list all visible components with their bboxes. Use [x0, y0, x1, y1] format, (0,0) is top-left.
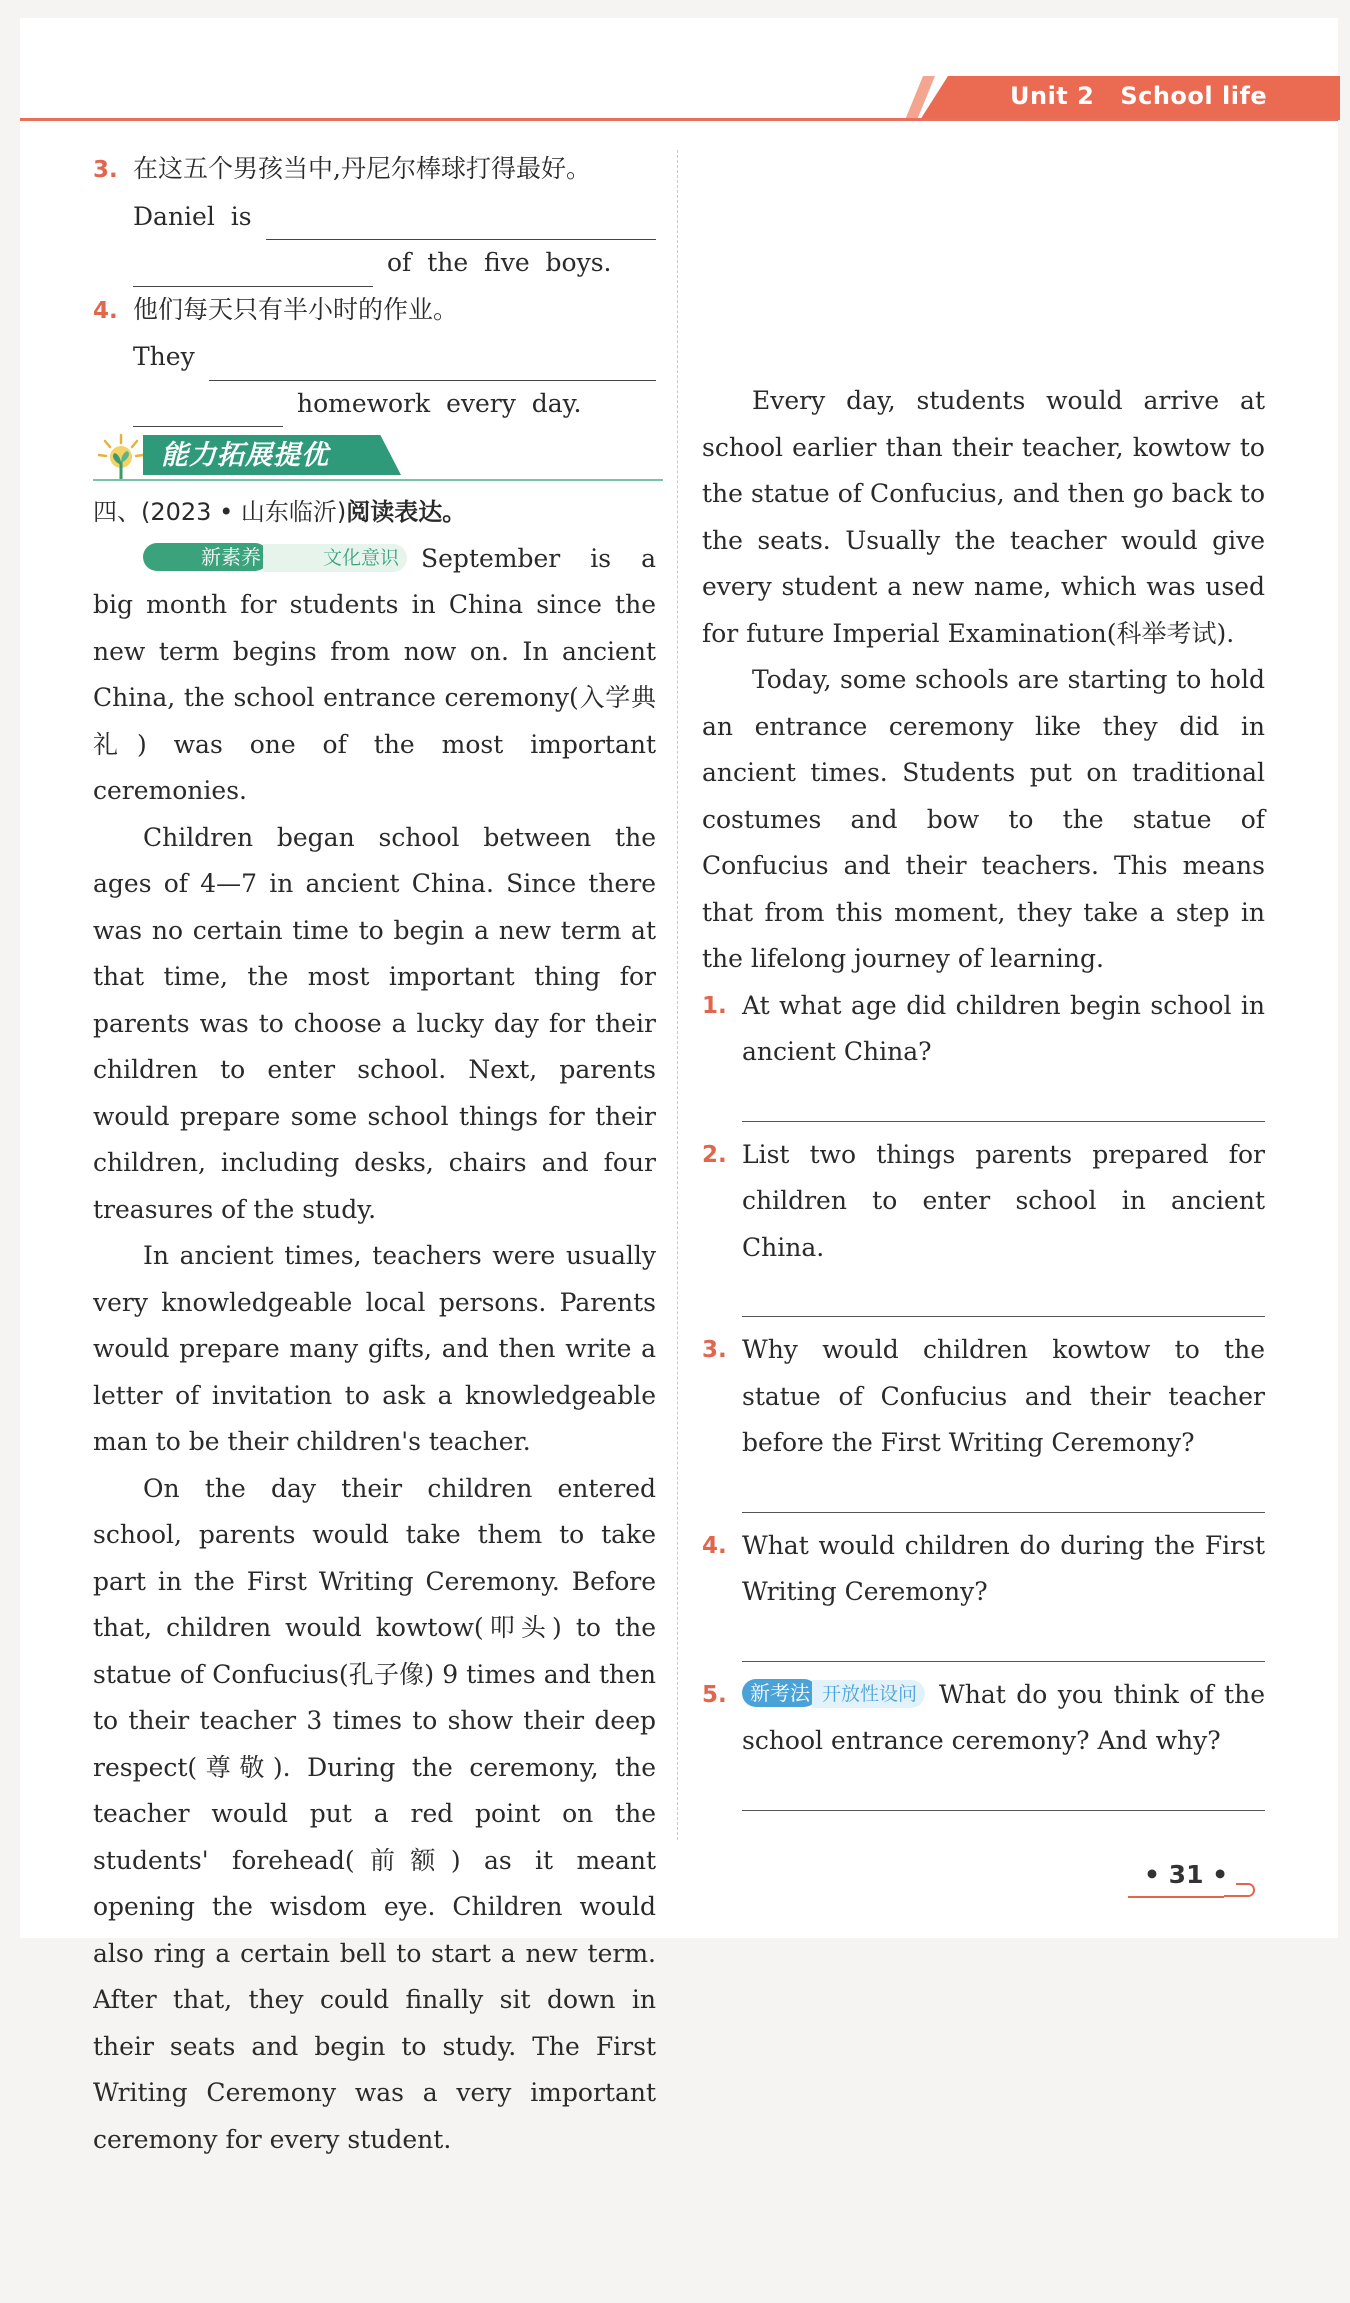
question-text: At what age did children begin school in ancient China?	[742, 990, 1265, 1066]
chinese-sentence: 在这五个男孩当中,丹尼尔棒球打得最好。	[133, 154, 591, 183]
left-column	[93, 146, 656, 2303]
question-4	[702, 1523, 1265, 1616]
badge-new-test-method: 新考法	[742, 1679, 818, 1707]
answer-line[interactable]	[742, 1809, 1265, 1811]
passage-paragraph-3: In ancient times, teachers were usually very knowledgeable local persons. Parents would prepare many gifts, and then write a letter of invitation to ask a knowledgeable man to be their children's teacher.	[93, 1241, 656, 1456]
question-text: Why would children kowtow to the statue of Confucius and their teacher before the First Writing Ceremony?	[742, 1335, 1265, 1457]
question-text: List two things parents prepared for children to enter school in ancient China.	[742, 1139, 1265, 1262]
passage-paragraph-5: Every day, students would arrive at school earlier than their teacher, kowtow to the statue of Confucius, and then go back to the seats. Usually the teacher would give every student a new name, which was used for future Imperial Examination(科举考试).	[702, 386, 1265, 648]
unit-title: School life	[1120, 82, 1268, 110]
passage-paragraph-6: Today, some schools are starting to hold an entrance ceremony like they did in ancient times. Students put on traditional costumes and bow to the statue of Confucius and their teachers. This means that from this moment, they take a step in the lifelong journey of learning.	[702, 665, 1265, 973]
prefix-text: Daniel is	[133, 201, 252, 231]
answer-blank[interactable]	[266, 207, 656, 240]
suffix-text: homework every day.	[297, 388, 582, 418]
page-number: • 31 •	[1144, 1860, 1229, 1889]
section-task: 阅读表达。	[346, 498, 467, 526]
passage-paragraph-4-continued	[702, 146, 1265, 378]
question-number: 4.	[702, 1532, 727, 1559]
section-title	[93, 489, 656, 536]
answer-blank[interactable]	[209, 348, 656, 381]
question-text: What would children do during the First Writing Ceremony?	[742, 1530, 1265, 1606]
right-column	[702, 146, 1265, 1811]
passage-paragraph-4: On the day their children entered school, parents would take them to take part in the First Writing Ceremony. Before that, children would kowtow(叩头) to the statue of Confucius(孔子像) 9 times and then to their teacher 3 times to show their deep respect(尊敬). During the ceremony, the teacher would put a red point on the students' forehead(前额) as it meant opening the wisdom eye. Children would also ring a certain bell to start a new term. After that, they could finally sit down in their seats and begin to study. The First Writing Ceremony was a very important ceremony for every student.	[93, 1473, 656, 2154]
question-body	[742, 1672, 1265, 1765]
banner-title: 能力拓展提优	[161, 440, 329, 471]
page-arrow-icon	[1222, 1874, 1258, 1898]
header-title	[1010, 82, 1293, 110]
column-divider	[677, 150, 678, 1840]
question-number: 1.	[702, 992, 727, 1019]
passage-paragraph-2: Children began school between the ages of 4—7 in ancient China. Since there was no certain time to begin a new term at that time, the most important thing for parents was to choose a lucky day for their children to enter school. Next, parents would prepare some school things for their children, including desks, chairs and four treasures of the study.	[93, 822, 656, 1224]
answer-blank[interactable]	[133, 394, 283, 427]
paragraph-text: September is a big month for students in China since the new term begins from now on. In ancient China, the school entrance ceremony(入学典礼) was one of the most important ceremonies.	[93, 543, 656, 805]
question-number: 4.	[93, 297, 118, 324]
question-number: 3.	[93, 157, 118, 183]
translation-item-4	[93, 287, 656, 428]
question-text: What do you think of the school entrance ceremony? And why?	[742, 1679, 1265, 1755]
question-number: 2.	[702, 1141, 727, 1168]
suffix-text: of the five boys.	[387, 248, 612, 277]
unit-label: Unit 2	[1010, 82, 1095, 110]
badge-open-question: 开放性设问	[812, 1680, 925, 1708]
sun-sprout-icon	[95, 431, 147, 483]
section-source: 四、(2023 • 山东临沂)	[93, 498, 347, 526]
question-5	[702, 1672, 1265, 1765]
page-number-rule	[1128, 1896, 1224, 1898]
badge-cultural-awareness: 文化意识	[263, 544, 407, 572]
question-2	[702, 1132, 1265, 1272]
header-rule	[20, 118, 1338, 121]
answer-blank[interactable]	[133, 254, 373, 287]
question-1	[702, 983, 1265, 1076]
question-number: 5.	[702, 1681, 727, 1708]
prefix-text: They	[133, 342, 195, 371]
section-banner	[93, 429, 656, 485]
banner-rule	[93, 479, 663, 481]
translation-item-3	[93, 146, 656, 287]
question-number: 3.	[702, 1337, 727, 1363]
passage-paragraph-1	[93, 536, 656, 815]
badge-new-literacy: 新素养	[143, 543, 269, 571]
chinese-sentence: 他们每天只有半小时的作业。	[133, 294, 459, 324]
question-3	[702, 1327, 1265, 1467]
